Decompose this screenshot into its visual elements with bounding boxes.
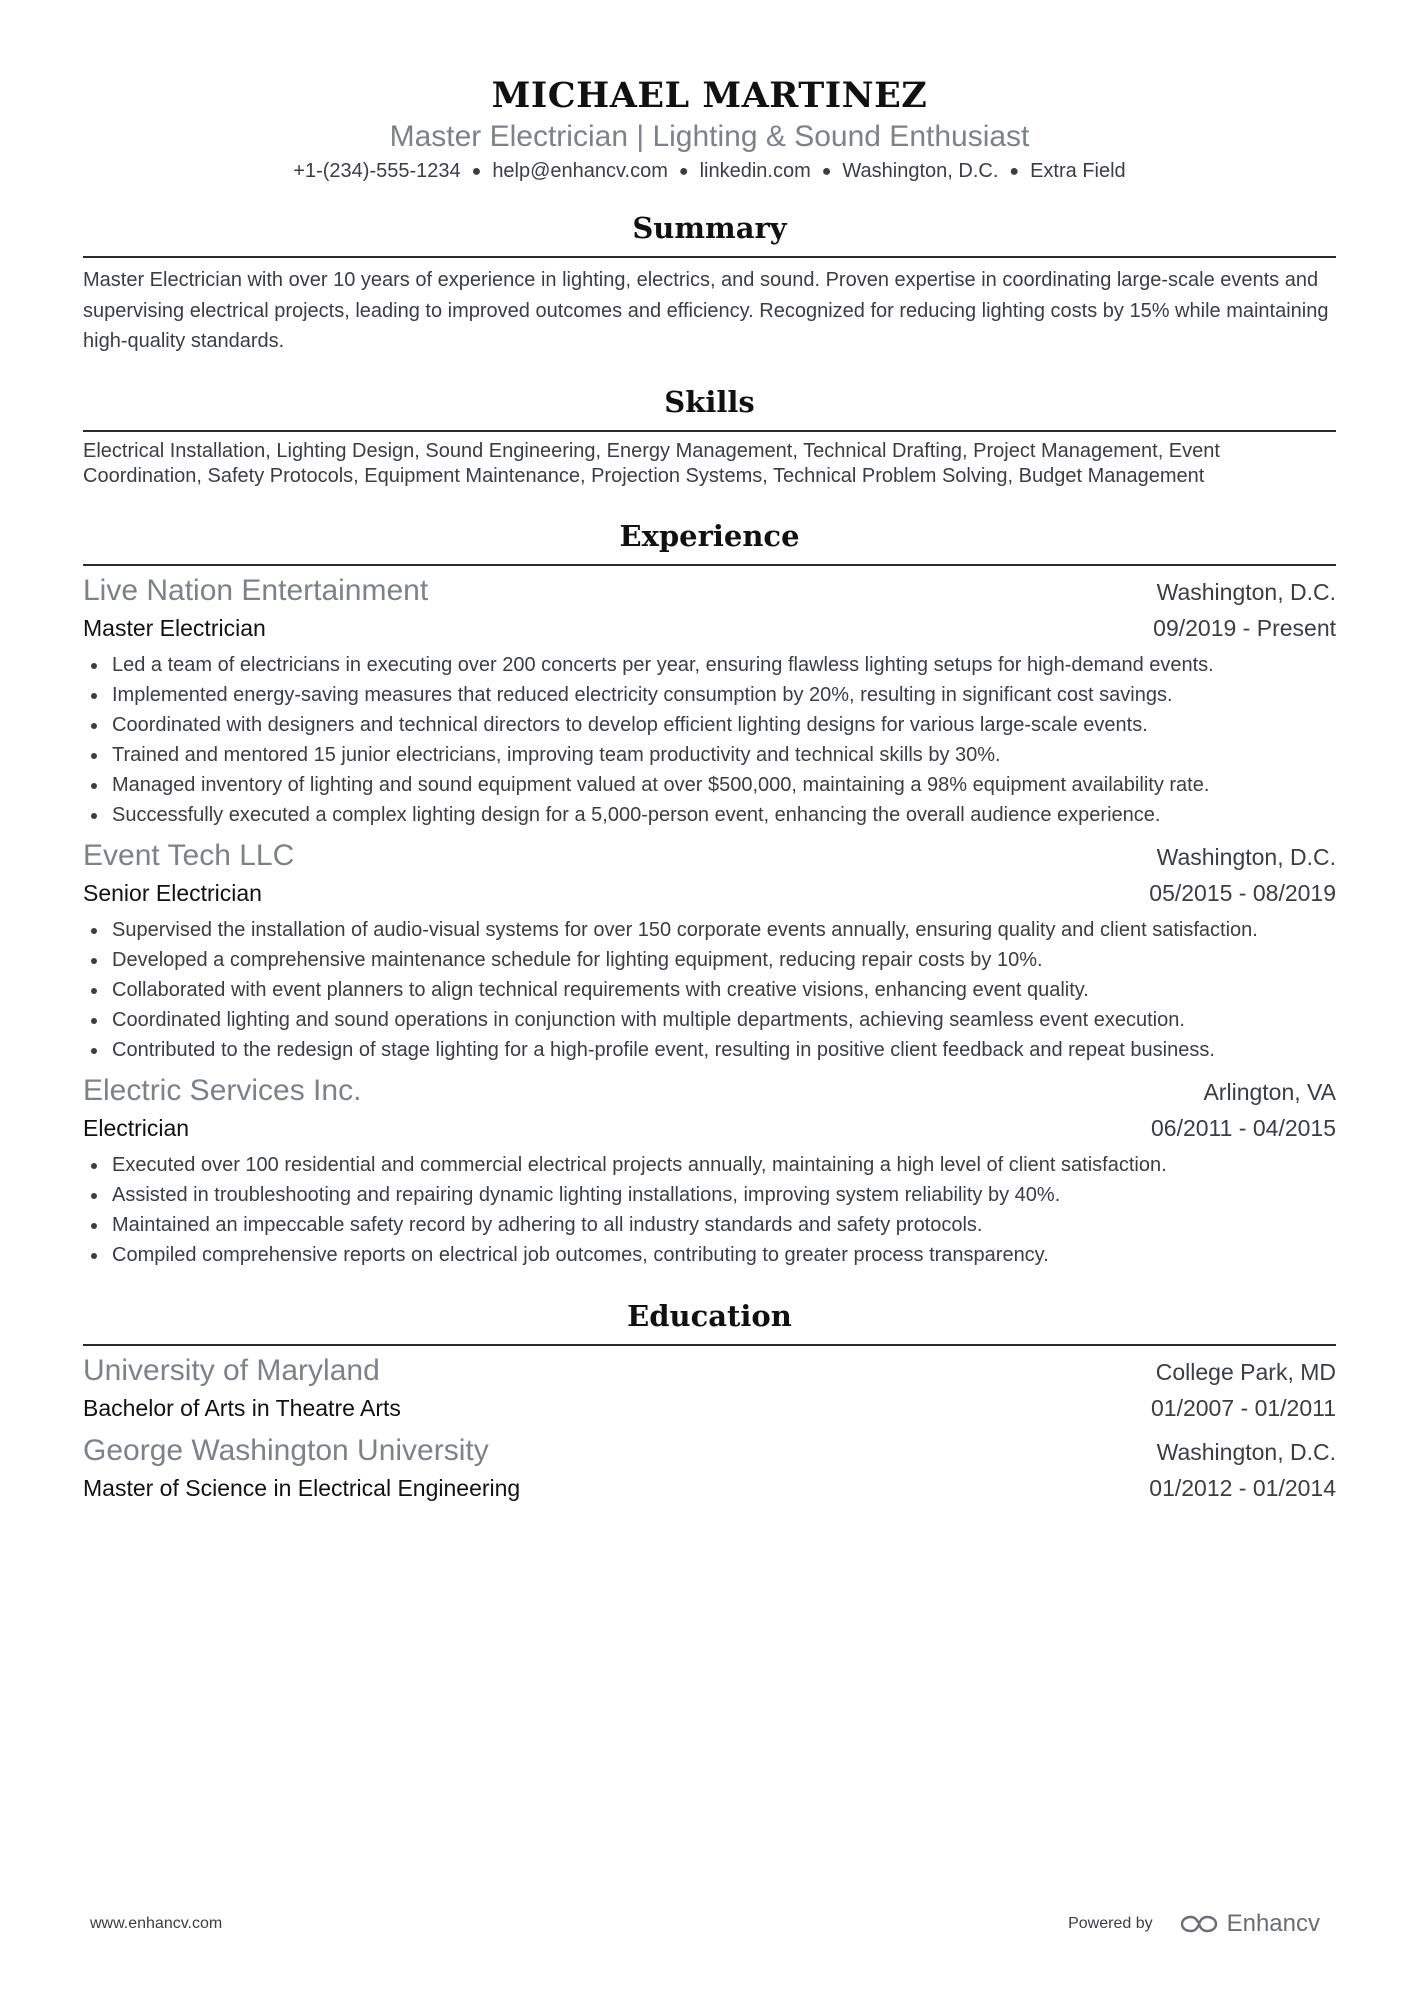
- bullet-item: Managed inventory of lighting and sound equipment valued at over $500,000, maintaining a 98% equipment availability rate.: [83, 770, 1336, 800]
- summary-text: Master Electrician with over 10 years of experience in lighting, electrics, and sound. Proven expertise in coordinating large-scale events and supervising electrical projects, leading to improved outcomes and efficiency. Recognized for reducing lighting costs by 15% while maintaining high-quality standards.: [83, 269, 1329, 352]
- job-dates: 06/2011 - 04/2015: [1150, 1114, 1336, 1141]
- bullet-item: Executed over 100 residential and commercial electrical projects annually, maintaining a high level of client satisfaction.: [83, 1150, 1336, 1180]
- contact-line: [83, 157, 1336, 186]
- location: Washington, D.C.: [842, 160, 999, 182]
- job-dates: 09/2019 - Present: [1153, 614, 1336, 641]
- separator-dot: ●: [678, 163, 689, 180]
- education-section: [83, 1296, 1336, 1507]
- brand-name: Enhancv: [1226, 1910, 1320, 1937]
- bullet-dot-icon: [91, 753, 97, 759]
- bullet-item: Coordinated lighting and sound operations in conjunction with multiple departments, achieving seamless event execution.: [83, 1005, 1336, 1035]
- school-name: George Washington University: [83, 1433, 489, 1467]
- job-location: Arlington, VA: [1203, 1078, 1336, 1105]
- extra-field: Extra Field: [1030, 160, 1126, 182]
- experience-section: [83, 516, 1336, 1270]
- job-bullets: [83, 650, 1336, 830]
- education-entry: [83, 1433, 1336, 1507]
- email[interactable]: help@enhancv.com: [492, 160, 668, 182]
- bullet-item: Trained and mentored 15 junior electricians, improving team productivity and technical skills by 30%.: [83, 740, 1336, 770]
- bullet-item: Contributed to the redesign of stage lighting for a high-profile event, resulting in positive client feedback and repeat business.: [83, 1035, 1336, 1065]
- company-name: Electric Services Inc.: [83, 1073, 362, 1107]
- skills-heading: Skills: [664, 384, 755, 419]
- page-footer: [90, 1910, 1320, 1938]
- education-dates: 01/2012 - 01/2014: [1149, 1474, 1336, 1501]
- bullet-item: Compiled comprehensive reports on electrical job outcomes, contributing to greater process transparency.: [83, 1240, 1336, 1270]
- powered-by: [1068, 1910, 1320, 1938]
- summary-heading: Summary: [632, 211, 787, 245]
- bullet-item: Assisted in troubleshooting and repairing dynamic lighting installations, improving system reliability by 40%.: [83, 1180, 1336, 1210]
- experience-heading: Experience: [619, 518, 800, 553]
- job-role: Master Electrician: [83, 614, 266, 641]
- education-entry: [83, 1353, 1336, 1427]
- resume-page: [83, 0, 1336, 1507]
- bullet-dot-icon: [91, 928, 97, 934]
- section-divider: [83, 256, 1336, 258]
- job-dates: 05/2015 - 08/2019: [1149, 879, 1336, 906]
- bullet-dot-icon: [91, 988, 97, 994]
- footer-website-link[interactable]: www.enhancv.com: [90, 1915, 223, 1932]
- bullet-item: Developed a comprehensive maintenance schedule for lighting equipment, reducing repair costs by 10%.: [83, 945, 1336, 975]
- bullet-item: Supervised the installation of audio-visual systems for over 150 corporate events annually, ensuring quality and client satisfaction.: [83, 915, 1336, 945]
- school-name: University of Maryland: [83, 1353, 380, 1387]
- bullet-dot-icon: [91, 958, 97, 964]
- bullet-dot-icon: [91, 1048, 97, 1054]
- section-divider: [83, 564, 1336, 566]
- school-location: College Park, MD: [1155, 1358, 1336, 1385]
- bullet-dot-icon: [91, 1163, 97, 1169]
- bullet-dot-icon: [91, 1253, 97, 1259]
- job-entry: [83, 573, 1336, 830]
- phone: +1-(234)-555-1234: [293, 160, 461, 182]
- bullet-dot-icon: [91, 693, 97, 699]
- job-entry: [83, 1073, 1336, 1270]
- powered-by-label: Powered by: [1068, 1915, 1153, 1932]
- linkedin-link[interactable]: linkedin.com: [699, 160, 811, 182]
- degree: Bachelor of Arts in Theatre Arts: [83, 1394, 401, 1421]
- separator-dot: ●: [821, 163, 832, 180]
- bullet-item: Implemented energy-saving measures that reduced electricity consumption by 20%, resulting in significant cost savings.: [83, 680, 1336, 710]
- resume-header: [83, 0, 1336, 186]
- bullet-item: Maintained an impeccable safety record by adhering to all industry standards and safety protocols.: [83, 1210, 1336, 1240]
- skills-text: Electrical Installation, Lighting Design, Sound Engineering, Energy Management, Technical Drafting, Project Management, Event Coordination, Safety Protocols, Equipment Maintenance, Projection Systems, Technical Problem Solving, Budget Management: [83, 439, 1220, 487]
- separator-dot: ●: [1009, 163, 1020, 180]
- education-heading: Education: [627, 1298, 792, 1333]
- bullet-item: Coordinated with designers and technical directors to develop efficient lighting designs for various large-scale events.: [83, 710, 1336, 740]
- enhancv-logo-icon: [1179, 1914, 1219, 1934]
- bullet-dot-icon: [91, 813, 97, 819]
- enhancv-brand[interactable]: [1179, 1910, 1320, 1938]
- education-dates: 01/2007 - 01/2011: [1150, 1394, 1336, 1421]
- job-location: Washington, D.C.: [1156, 578, 1336, 605]
- summary-section: [83, 208, 1336, 357]
- section-divider: [83, 430, 1336, 432]
- job-entry: [83, 838, 1336, 1065]
- job-role: Electrician: [83, 1114, 190, 1141]
- degree: Master of Science in Electrical Engineering: [83, 1474, 521, 1501]
- bullet-dot-icon: [91, 1193, 97, 1199]
- job-bullets: [83, 1150, 1336, 1270]
- section-divider: [83, 1344, 1336, 1346]
- company-name: Live Nation Entertainment: [83, 573, 429, 607]
- job-role: Senior Electrician: [83, 879, 262, 906]
- bullet-dot-icon: [91, 1223, 97, 1229]
- separator-dot: ●: [471, 163, 482, 180]
- bullet-dot-icon: [91, 1018, 97, 1024]
- job-bullets: [83, 915, 1336, 1065]
- bullet-item: Successfully executed a complex lighting design for a 5,000-person event, enhancing the overall audience experience.: [83, 800, 1336, 830]
- company-name: Event Tech LLC: [83, 838, 295, 872]
- bullet-item: Led a team of electricians in executing over 200 concerts per year, ensuring flawless lighting setups for high-demand events.: [83, 650, 1336, 680]
- bullet-dot-icon: [91, 783, 97, 789]
- skills-section: [83, 382, 1336, 490]
- candidate-name: MICHAEL MARTINEZ: [491, 75, 928, 116]
- bullet-dot-icon: [91, 663, 97, 669]
- job-location: Washington, D.C.: [1156, 843, 1336, 870]
- candidate-title: Master Electrician | Lighting & Sound Enthusiast: [389, 120, 1030, 153]
- bullet-item: Collaborated with event planners to align technical requirements with creative visions, enhancing event quality.: [83, 975, 1336, 1005]
- bullet-dot-icon: [91, 723, 97, 729]
- school-location: Washington, D.C.: [1156, 1438, 1336, 1465]
